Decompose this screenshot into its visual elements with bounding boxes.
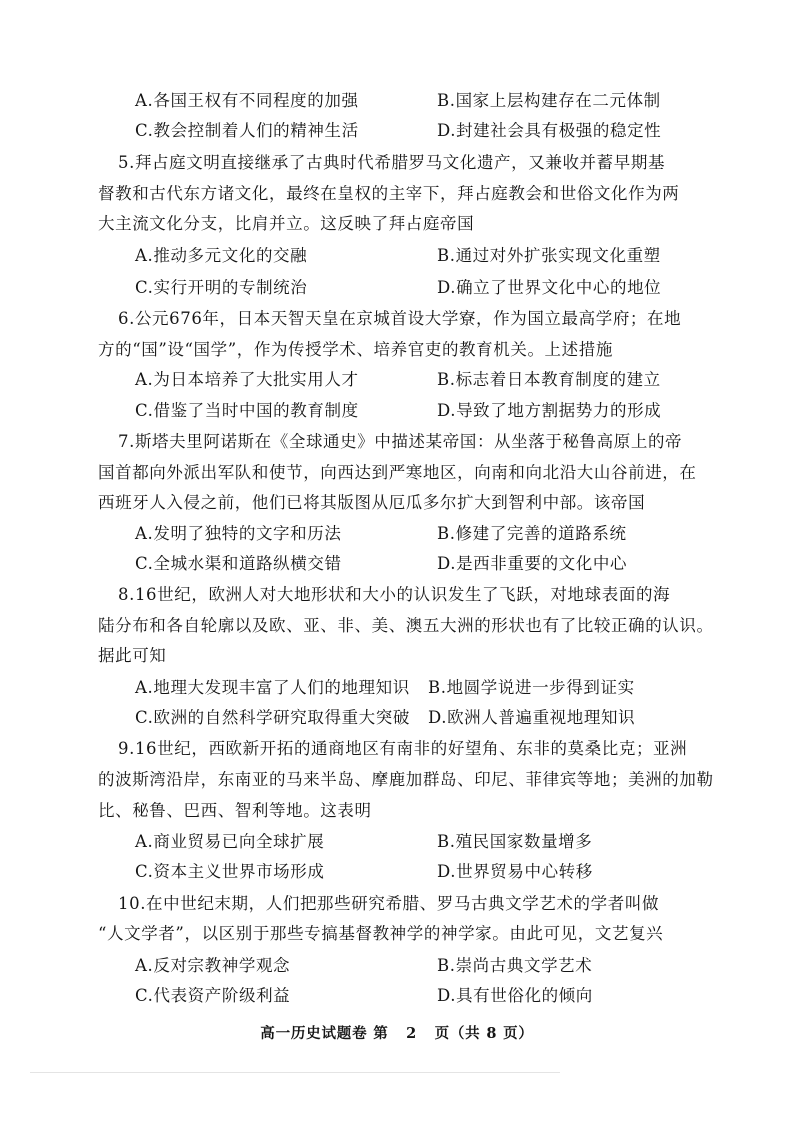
q9-option-c: C.资本主义世界市场形成 — [135, 862, 325, 881]
q9-option-a: A.商业贸易已向全球扩展 — [135, 832, 325, 851]
footer-middle: 页（共 — [434, 1025, 481, 1042]
footer-page-number: 2 — [406, 1025, 417, 1042]
q9-stem-line-3: 比、秘鲁、巴西、智利等地。这表明 — [98, 801, 372, 820]
q10-option-b: B.崇尚古典文学艺术 — [437, 956, 593, 975]
q7-option-d: D.是西非重要的文化中心 — [437, 554, 628, 573]
q5-stem-line-2: 督教和古代东方诸文化，最终在皇权的主宰下，拜占庭教会和世俗文化作为两 — [98, 184, 680, 203]
footer-total-pages: 8 — [486, 1025, 498, 1042]
q4-option-d: D.封建社会具有极强的稳定性 — [437, 121, 662, 140]
bottom-divider — [30, 1072, 560, 1073]
q8-stem-line-3: 据此可知 — [98, 646, 167, 665]
q5-option-a: A.推动多元文化的交融 — [135, 246, 308, 265]
q5-option-d: D.确立了世界文化中心的地位 — [437, 278, 662, 297]
q10-stem-line-1: 10.在中世纪末期，人们把那些研究希腊、罗马古典文学艺术的学者叫做 — [118, 894, 660, 913]
q8-option-b: B.地圆学说进一步得到证实 — [428, 678, 635, 697]
q7-option-a: A.发明了独特的文字和历法 — [135, 524, 342, 543]
q8-option-d: D.欧洲人普遍重视地理知识 — [428, 708, 636, 727]
q10-option-d: D.具有世俗化的倾向 — [437, 986, 593, 1005]
q5-stem-line-3: 大主流文化分支，比肩并立。这反映了拜占庭帝国 — [98, 214, 475, 233]
q7-stem-line-2: 国首都向外派出军队和使节，向西达到严寒地区，向南和向北沿大山谷前进，在 — [98, 463, 697, 482]
q9-stem-line-2: 的波斯湾沿岸，东南亚的马来半岛、摩鹿加群岛、印尼、菲律宾等地；美洲的加勒 — [98, 770, 714, 789]
q8-stem-line-1: 8.16世纪，欧洲人对大地形状和大小的认识发生了飞跃，对地球表面的海 — [118, 585, 671, 604]
q4-option-c: C.教会控制着人们的精神生活 — [135, 121, 359, 140]
page-footer — [0, 1022, 794, 1043]
q6-option-d: D.导致了地方割据势力的形成 — [437, 401, 662, 420]
q9-stem-line-1: 9.16世纪，西欧新开拓的通商地区有南非的好望角、东非的莫桑比克；亚洲 — [118, 739, 688, 758]
q4-option-b: B.国家上层构建存在二元体制 — [437, 91, 661, 110]
q9-option-b: B.殖民国家数量增多 — [437, 832, 593, 851]
q10-option-a: A.反对宗教神学观念 — [135, 956, 291, 975]
q5-stem-line-1: 5.拜占庭文明直接继承了古典时代希腊罗马文化遗产，又兼收并蓄早期基 — [118, 153, 666, 172]
q5-option-b: B.通过对外扩张实现文化重塑 — [437, 246, 661, 265]
q5-option-c: C.实行开明的专制统治 — [135, 278, 308, 297]
q6-option-a: A.为日本培养了大批实用人才 — [135, 370, 359, 389]
q7-stem-line-1: 7.斯塔夫里阿诺斯在《全球通史》中描述某帝国：从坐落于秘鲁高原上的帝 — [118, 432, 683, 451]
q7-option-c: C.全城水渠和道路纵横交错 — [135, 554, 342, 573]
footer-prefix: 高一历史试题卷 第 — [260, 1025, 389, 1042]
q7-option-b: B.修建了完善的道路系统 — [437, 524, 627, 543]
q6-option-b: B.标志着日本教育制度的建立 — [437, 370, 661, 389]
q8-option-a: A.地理大发现丰富了人们的地理知识 — [135, 678, 410, 697]
q7-stem-line-3: 西班牙人入侵之前，他们已将其版图从厄瓜多尔扩大到智利中部。该帝国 — [98, 493, 646, 512]
q10-option-c: C.代表资产阶级利益 — [135, 986, 291, 1005]
footer-suffix: 页） — [503, 1025, 534, 1042]
q6-option-c: C.借鉴了当时中国的教育制度 — [135, 401, 359, 420]
q10-stem-line-2: “人文学者”，以区别于那些专搞基督教神学的神学家。由此可见，文艺复兴 — [98, 924, 664, 943]
q4-option-a: A.各国王权有不同程度的加强 — [135, 91, 359, 110]
q9-option-d: D.世界贸易中心转移 — [437, 862, 593, 881]
q8-stem-line-2: 陆分布和各自轮廓以及欧、亚、非、美、澳五大洲的形状也有了比较正确的认识。 — [98, 616, 714, 635]
q6-stem-line-2: 方的“国”设“国学”，作为传授学术、培养官吏的教育机关。上述措施 — [98, 340, 613, 359]
q6-stem-line-1: 6.公元676年，日本天智天皇在京城首设大学寮，作为国立最高学府；在地 — [118, 309, 682, 328]
q8-option-c: C.欧洲的自然科学研究取得重大突破 — [135, 708, 410, 727]
